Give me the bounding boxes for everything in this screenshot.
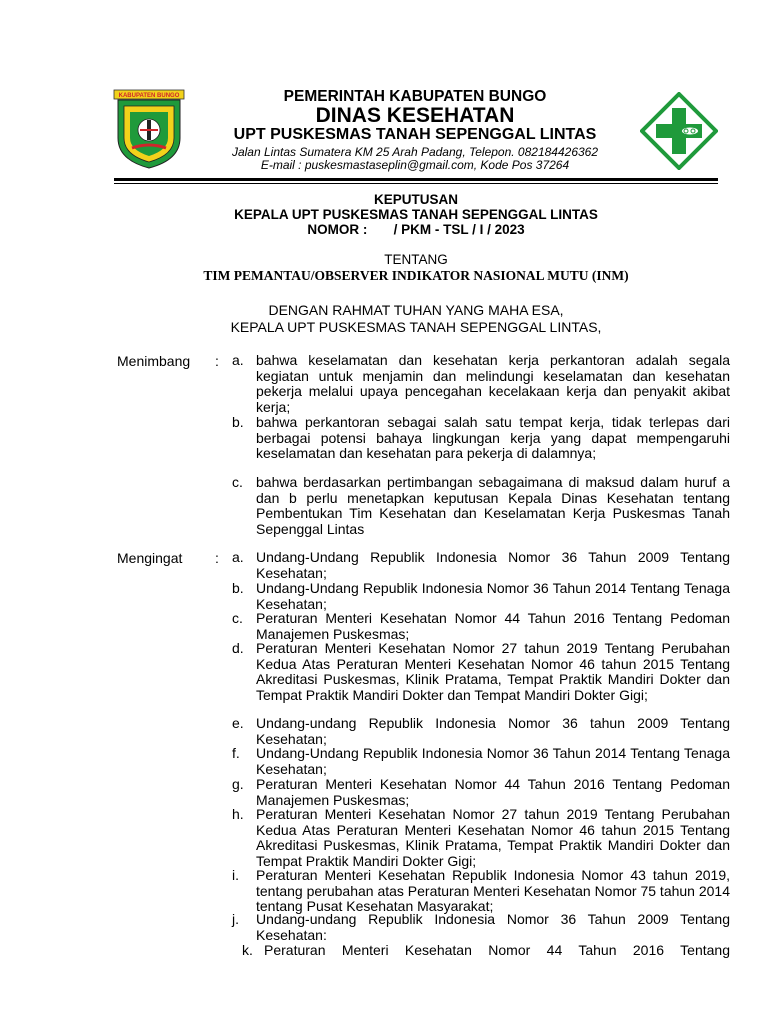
opening-line-2: KEPALA UPT PUSKESMAS TANAH SEPENGGAL LINTAS, xyxy=(230,319,602,335)
list-item-text: Peraturan Menteri Kesehatan Republik Indonesia Nomor 43 tahun 2019, tentang perubahan atas Peraturan Menteri Kesehatan Nomor 75 tahun 2014 tentang Pusat Kesehatan Masyarakat; xyxy=(256,867,730,914)
decree-title: KEPUTUSAN xyxy=(373,192,458,207)
list-item-text: bahwa perkantoran sebagai salah satu tempat kerja, tidak terlepas dari berbagai potensi bahaya lingkungan kerja yang dapat mempengaruhi keselamatan dan kesehatan para pekerja di dalamnya; xyxy=(256,414,730,461)
decree-tentang: TENTANG xyxy=(384,252,448,267)
kabupaten-bungo-logo-icon xyxy=(110,88,188,170)
decree-subject: TIM PEMANTAU/OBSERVER INDIKATOR NASIONAL MUTU (INM) xyxy=(203,268,629,283)
list-item-letter: c. xyxy=(232,474,243,490)
header-rule-thick xyxy=(114,178,718,181)
list-item-letter: a. xyxy=(232,352,244,368)
list-item-text: bahwa berdasarkan pertimbangan sebagaimana di maksud dalam huruf a dan b perlu menetapkan keputusan Kepala Dinas Kesehatan tentang Pembentukan Tim Kesehatan dan Keselamatan Kerja Puskesmas Tanah Sepenggal Lintas xyxy=(256,474,730,537)
list-item xyxy=(232,868,730,915)
list-item-letter: b. xyxy=(232,414,244,430)
list-item xyxy=(232,777,730,808)
list-item-text: bahwa keselamatan dan kesehatan kerja perkantoran adalah segala kegiatan untuk menjamin dan melindungi keselamatan dan kesehatan pekerja melalui upaya pencegahan kecelakaan kerja dan penyakit akibat kerja; xyxy=(256,352,730,415)
list-item-letter: e. xyxy=(232,715,244,731)
list-item xyxy=(232,611,730,642)
list-item-letter: k. xyxy=(242,942,253,958)
list-item xyxy=(232,550,730,581)
list-item-text: Peraturan Menteri Kesehatan Nomor 27 tahun 2019 Tentang Perubahan Kedua Atas Peraturan Menteri Kesehatan Nomor 46 tahun 2015 Tentang Akreditasi Puskesmas, Klinik Pratama, Tempat Praktik Mandiri Dokter dan Tempat Praktik Mandiri Dokter dan Tempat Mandiri Dokter Gigi; xyxy=(256,640,730,703)
list-item-text: Peraturan Menteri Kesehatan Nomor 44 Tahun 2016 Tentang Pedoman Manajemen Puskesmas; xyxy=(256,776,730,808)
mengingat-label: Mengingat xyxy=(117,550,183,566)
menimbang-colon: : xyxy=(215,353,219,369)
list-item xyxy=(232,581,730,612)
list-item-text: Undang-Undang Republik Indonesia Nomor 36 Tahun 2009 Tentang Kesehatan; xyxy=(256,549,730,581)
list-item-text: Undang-undang Republik Indonesia Nomor 36 tahun 2009 Tentang Kesehatan; xyxy=(256,715,730,747)
list-item-letter: g. xyxy=(232,776,244,792)
list-item xyxy=(232,716,730,747)
list-item-letter: c. xyxy=(232,610,243,626)
header-rule-thin xyxy=(114,183,718,184)
list-item-letter: b. xyxy=(232,580,244,596)
list-item-text: Undang-Undang Republik Indonesia Nomor 36 Tahun 2014 Tentang Tenaga Kesehatan; xyxy=(256,745,730,777)
menimbang-label: Menimbang xyxy=(117,353,191,369)
opening-line-1: DENGAN RAHMAT TUHAN YANG MAHA ESA, xyxy=(268,302,564,318)
list-item xyxy=(232,807,730,869)
header-unit-name: UPT PUSKESMAS TANAH SEPENGGAL LINTAS xyxy=(233,126,597,143)
mengingat-colon: : xyxy=(215,550,219,566)
header-address: Jalan Lintas Sumatera KM 25 Arah Padang, Telepon. 082184426362 xyxy=(231,145,599,159)
list-item xyxy=(242,943,730,959)
list-item-letter: f. xyxy=(232,745,240,761)
list-item xyxy=(232,353,730,415)
list-item xyxy=(232,475,730,537)
list-item xyxy=(232,912,730,943)
puskesmas-logo-icon xyxy=(640,92,718,170)
list-item-letter: i. xyxy=(232,867,239,883)
list-item-text: Peraturan Menteri Kesehatan Nomor 27 tahun 2019 Tentang Perubahan Kedua Atas Peraturan Menteri Kesehatan Nomor 46 tahun 2015 Tentang Akreditasi Puskesmas, Klinik Pratama, Tempat Praktik Mandiri Dokter dan Tempat Praktik Mandiri Dokter Gigi; xyxy=(256,806,730,869)
header-agency-name: DINAS KESEHATAN xyxy=(315,104,515,127)
list-item-letter: j. xyxy=(232,911,239,927)
decree-issuer: KEPALA UPT PUSKESMAS TANAH SEPENGGAL LINTAS xyxy=(234,207,598,222)
decree-number: NOMOR : / PKM - TSL / I / 2023 xyxy=(307,222,525,237)
list-item-text: Peraturan Menteri Kesehatan Nomor 44 Tahun 2016 Tentang Pedoman Manajemen Puskesmas; xyxy=(256,610,730,642)
list-item-text: Peraturan Menteri Kesehatan Nomor 44 Tahun 2016 Tentang xyxy=(264,942,730,958)
list-item xyxy=(232,641,730,703)
list-item-text: Undang-undang Republik Indonesia Nomor 36 Tahun 2009 Tentang Kesehatan: xyxy=(256,911,730,943)
list-item-letter: h. xyxy=(232,806,244,822)
list-item xyxy=(232,415,730,462)
list-item-text: Undang-Undang Republik Indonesia Nomor 36 Tahun 2014 Tentang Tenaga Kesehatan; xyxy=(256,580,730,612)
svg-text:KABUPATEN BUNGO: KABUPATEN BUNGO xyxy=(118,93,180,99)
header-government-name: PEMERINTAH KABUPATEN BUNGO xyxy=(283,88,547,105)
list-item-letter: d. xyxy=(232,640,244,656)
header-contact: E-mail : puskesmastaseplin@gmail.com, Kode Pos 37264 xyxy=(260,158,570,172)
list-item-letter: a. xyxy=(232,549,244,565)
list-item xyxy=(232,746,730,777)
